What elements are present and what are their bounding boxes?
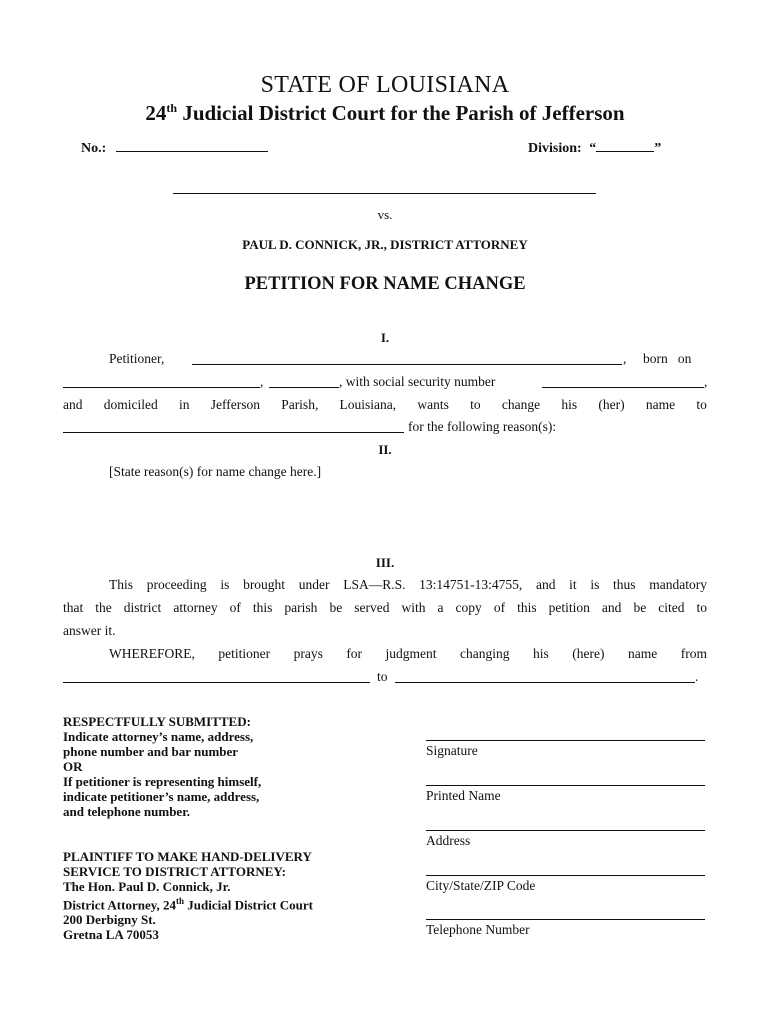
- service-line: Gretna LA 70053: [63, 927, 159, 943]
- court-ordinal: 24: [145, 101, 167, 125]
- division-open-quote: “: [589, 141, 597, 156]
- versus: vs.: [377, 207, 393, 222]
- petitioner-name-line[interactable]: [192, 364, 622, 365]
- case-number-field: [81, 139, 268, 157]
- petition-title: PETITION FOR NAME CHANGE: [244, 274, 526, 294]
- submitted-line: Indicate attorney’s name, address,: [63, 729, 254, 744]
- service-text: District Attorney, 24: [63, 897, 177, 913]
- word: WHEREFORE,: [109, 646, 195, 661]
- word: for: [346, 646, 363, 661]
- defendant-name: PAUL D. CONNICK, JR., DISTRICT ATTORNEY: [242, 237, 528, 252]
- word: petitioner: [218, 646, 271, 661]
- word: from: [680, 646, 707, 661]
- comma-2: ,: [260, 374, 264, 389]
- birth-year-line[interactable]: [269, 387, 339, 388]
- to-word: to: [377, 669, 388, 684]
- telephone-label: Telephone Number: [426, 922, 530, 937]
- submitted-heading: RESPECTFULLY SUBMITTED:: [63, 714, 251, 729]
- petitioner-label: Petitioner,: [109, 351, 165, 366]
- word: domiciled: [103, 397, 158, 412]
- submitted-line: If petitioner is representing himself,: [63, 774, 262, 789]
- ssn-line[interactable]: [542, 387, 704, 388]
- old-name-line[interactable]: [63, 682, 370, 683]
- service-line: PLAINTIFF TO MAKE HAND-DELIVERY: [63, 849, 312, 864]
- word: his: [561, 397, 578, 412]
- word: name: [627, 646, 658, 661]
- division-label: Division:: [528, 141, 582, 156]
- address-line[interactable]: [426, 830, 705, 831]
- comma-3: ,: [704, 374, 708, 389]
- word: Jefferson: [210, 397, 260, 412]
- reason-placeholder[interactable]: [State reason(s) for name change here.]: [109, 464, 322, 479]
- section-3-numeral: III.: [375, 555, 395, 570]
- case-number-label: No.:: [81, 141, 107, 156]
- submitted-line: OR: [63, 759, 83, 774]
- following-reasons-label: for the following reason(s):: [408, 419, 557, 434]
- court-title: [0, 101, 770, 126]
- service-line: 200 Derbigny St.: [63, 912, 156, 928]
- section-2-numeral: II.: [378, 442, 392, 457]
- born-on-label: born on: [643, 351, 692, 366]
- submitted-block: [63, 714, 261, 819]
- signature-line[interactable]: [426, 740, 705, 741]
- court-ordinal-sup: th: [166, 101, 178, 115]
- word: changing: [460, 646, 510, 661]
- division-close-quote: ”: [654, 141, 662, 156]
- submitted-line: and telephone number.: [63, 804, 191, 819]
- word: change: [501, 397, 541, 412]
- section-1-numeral: I.: [380, 330, 390, 345]
- submitted-line: phone number and bar number: [63, 744, 239, 759]
- domiciled-line: [63, 397, 707, 413]
- submitted-line: indicate petitioner’s name, address,: [63, 789, 260, 804]
- city-state-zip-label: City/State/ZIP Code: [426, 878, 536, 893]
- service-line: The Hon. Paul D. Connick, Jr.: [63, 879, 231, 894]
- service-text: Judicial District Court: [184, 897, 313, 913]
- comma: ,: [623, 351, 627, 366]
- state-title: STATE OF LOUISIANA: [260, 72, 510, 98]
- word: judgment: [385, 646, 437, 661]
- word: prays: [293, 646, 323, 661]
- word: to: [696, 397, 707, 412]
- service-line: [63, 894, 313, 912]
- service-block: [63, 849, 313, 942]
- statute-line-1: This proceeding is brought under LSA—R.S. 13:14751-13:4755, and it is thus mandatory: [109, 577, 707, 592]
- printed-name-label: Printed Name: [426, 788, 501, 803]
- word: and: [63, 397, 83, 412]
- word: Parish,: [281, 397, 319, 412]
- ssn-label: , with social security number: [339, 374, 496, 389]
- division-field: [528, 139, 661, 157]
- signature-label: Signature: [426, 743, 478, 758]
- word: his: [533, 646, 549, 661]
- word: (here): [572, 646, 605, 661]
- statute-line-2: that the district attorney of this parish be served with a copy of this petition and be cited to: [63, 600, 707, 615]
- address-label: Address: [426, 833, 471, 848]
- petitioner-name-blank[interactable]: [173, 193, 596, 194]
- period: .: [695, 669, 699, 684]
- case-number-blank[interactable]: [116, 139, 268, 152]
- word: (her): [598, 397, 625, 412]
- birth-date-line[interactable]: [63, 387, 260, 388]
- word: name: [645, 397, 676, 412]
- service-sup: th: [176, 896, 185, 906]
- printed-name-line[interactable]: [426, 785, 705, 786]
- city-state-zip-line[interactable]: [426, 875, 705, 876]
- word: Louisiana,: [339, 397, 397, 412]
- court-name: Judicial District Court for the Parish of Jefferson: [177, 101, 625, 125]
- changed-name-line[interactable]: [395, 682, 695, 683]
- word: in: [178, 397, 190, 412]
- division-blank[interactable]: [596, 139, 654, 152]
- wherefore-line: [109, 646, 707, 662]
- service-line: SERVICE TO DISTRICT ATTORNEY:: [63, 864, 286, 879]
- telephone-line[interactable]: [426, 919, 705, 920]
- statute-line-3: answer it.: [63, 623, 116, 638]
- word: to: [470, 397, 481, 412]
- word: wants: [417, 397, 449, 412]
- new-name-line[interactable]: [63, 432, 404, 433]
